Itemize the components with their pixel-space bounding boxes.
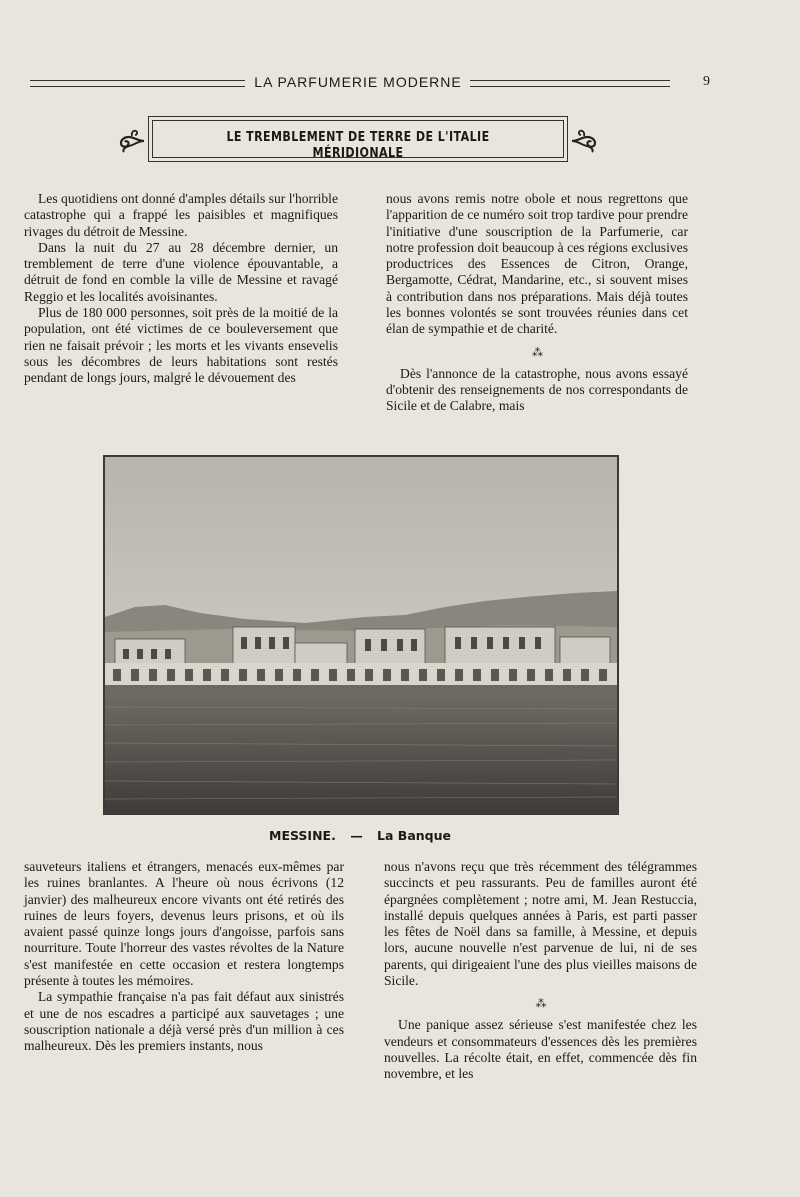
header-rule-right — [470, 80, 670, 87]
harbour-ruins-image — [105, 457, 617, 813]
paragraph: nous n'avons reçu que très récemment des télégrammes succincts et peu rassurants. Peu de familles auront été épargnées complètement ; notre ami, M. Jean Restuccia, installé depuis quelques années à Paris, est parti passer les fêtes de Noël dans sa famille, à Messine, et depuis lors, aucune nouvelle n'est parvenue de lui, ni de ses parents, qui dirigeaient l'une des plus vieilles maisons de Sicile. — [384, 859, 697, 989]
caption-subject: La Banque — [377, 828, 451, 843]
caption-place: MESSINE. — [269, 828, 336, 843]
column-top-left — [24, 191, 338, 387]
paragraph: Dans la nuit du 27 au 28 décembre dernier, un tremblement de terre d'une violence épouvantable, a détruit de fond en comble la ville de Messine et ravagé Reggio et les localités avoisinantes. — [24, 239, 338, 304]
paragraph: Plus de 180 000 personnes, soit près de la moitié de la population, ont été victimes de ce bouleversement que rien ne faisait prévoir ; les morts et les vivants ensevelis sous les décombres de leurs habitations sont restés pendant de longs jours, malgré le dévouement des — [24, 305, 338, 386]
page-number: 9 — [703, 74, 710, 89]
running-header — [30, 72, 730, 94]
photo-caption — [100, 828, 620, 843]
messine-photograph — [103, 455, 619, 815]
asterism-separator: ⁂ — [535, 998, 546, 1011]
column-bottom-left — [24, 859, 344, 1055]
paragraph: Les quotidiens ont donné d'amples détails sur l'horrible catastrophe qui a frappé les paisibles et magnifiques rivages du détroit de Messine. — [24, 191, 338, 239]
journal-title: LA PARFUMERIE MODERNE — [254, 74, 462, 90]
paragraph: nous avons remis notre obole et nous regrettons que l'apparition de ce numéro soit trop tardive pour prendre l'initiative d'une souscription de la Parfumerie, car notre profession doit beaucoup à ces régions exclusives productrices des Essences de Citron, Orange, Bergamotte, Cédrat, Mandarine, etc., si souvent mises à contribution dans nos préparations. Mais déjà toutes les bonnes volontés se sont trouvées réunies dans cet élan de sympathie et de charité. — [386, 191, 688, 337]
article-title: LE TREMBLEMENT DE TERRE DE L'ITALIE MÉRIDIONALE — [226, 129, 490, 161]
paragraph: La sympathie française n'a pas fait défaut aux sinistrés et une de nos escadres a participé aux sauvetages ; une souscription nationale a déjà versé près d'un million à ces malheureux. Dès les premiers instants, nous — [24, 989, 344, 1054]
column-bottom-right — [384, 859, 697, 1083]
fleuron-left-icon — [116, 128, 146, 154]
article-title-box — [148, 116, 568, 162]
header-rule-left — [30, 80, 245, 87]
paragraph: Dès l'annonce de la catastrophe, nous avons essayé d'obtenir des renseignements de nos correspondants de Sicile et de Calabre, mais — [386, 365, 688, 414]
paragraph: Une panique assez sérieuse s'est manifestée chez les vendeurs et consommateurs d'essences dès les premières nouvelles. La récolte était, en effet, commencée dès fin novembre, et les — [384, 1017, 697, 1082]
caption-dash: — — [350, 828, 363, 843]
column-top-right — [386, 191, 688, 415]
fleuron-right-icon — [570, 128, 600, 154]
paragraph: sauveteurs italiens et étrangers, menacés eux-mêmes par les ruines branlantes. A l'heure où nous écrivons (12 janvier) des malheureux encore vivants ont été retirés des ruines de leurs foyers, devenus leurs prisons, et où ils avaient passé quinze longs jours d'angoisse, parfois sans nourriture. Toute l'horreur des vastes révoltes de la Nature s'est manifestée en cette occasion et restera longtemps présente à toutes les mémoires. — [24, 859, 344, 989]
asterism-separator: ⁂ — [532, 346, 542, 359]
